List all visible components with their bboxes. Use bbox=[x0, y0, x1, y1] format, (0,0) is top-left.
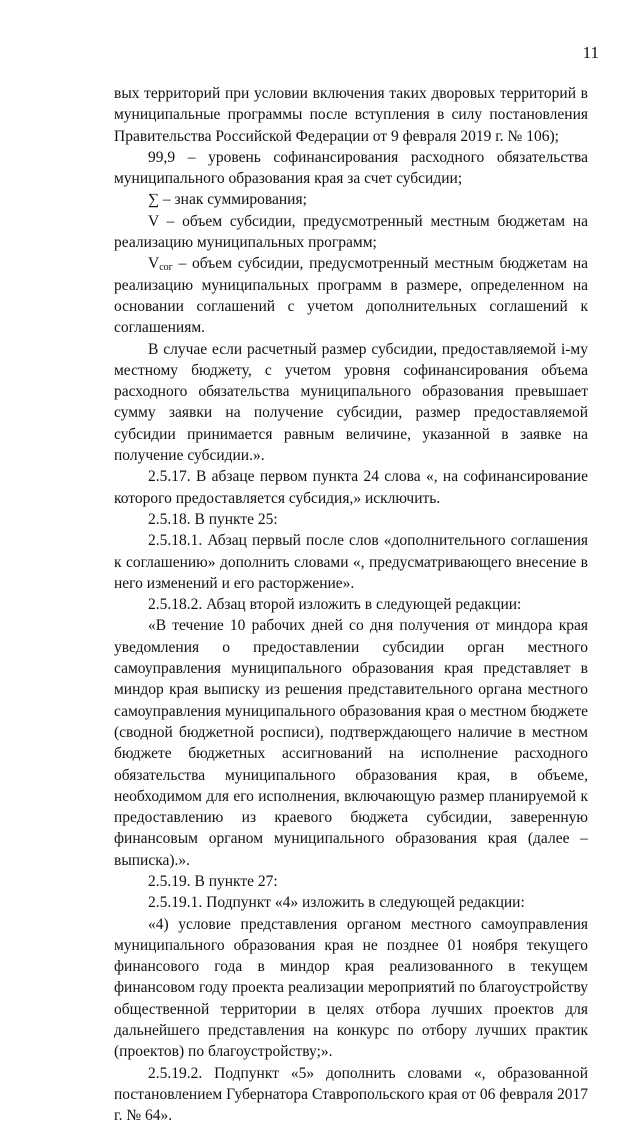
document-body bbox=[114, 83, 588, 1127]
paragraph: 2.5.17. В абзаце первом пункта 24 слова «, на софинансирование которого предоставляется субсидия,» исключить. bbox=[114, 468, 588, 507]
v-sog-symbol: V bbox=[148, 255, 160, 273]
page-number: 11 bbox=[582, 43, 599, 62]
paragraph: 2.5.18.2. Абзац второй изложить в следующей редакции: bbox=[148, 596, 522, 614]
paragraph: 2.5.18.1. Абзац первый после слов «дополнительного соглашения к соглашению» дополнить словами «, предусматривающего внесение в него изменений и его расторжение». bbox=[114, 532, 588, 592]
paragraph: «В течение 10 рабочих дней со дня получения от миндора края уведомления о предоставлении субсидии орган местного самоуправления муниципального образования края представляет в миндор края выписку из решения представительного органа местного самоуправления муниципального образования края о местном бюджете (сводной бюджетной росписи), подтверждающего наличие в местном бюджете бюджетных ассигнований на исполнение расходного обязательства муниципального образования края, в объеме, необходимом для его исполнения, включающую размер планируемой к предоставлению из краевого бюджета субсидии, заверенную финансовым органом муниципального образования края (далее – выписка).». bbox=[114, 617, 588, 869]
paragraph: V – объем субсидии, предусмотренный местным бюджетам на реализацию муниципальных программ; bbox=[114, 212, 588, 252]
paragraph: В случае если расчетный размер субсидии, предоставляемой i-му местному бюджету, с учетом уровня софинансирования объема расходного обязательства муниципального образования превышает сумму заявки на получение субсидии, размер предоставляемой субсидии принимается равным величине, указанной в заявке на получение субсидии.». bbox=[114, 340, 588, 465]
paragraph: 2.5.19.1. Подпункт «4» изложить в следующей редакции: bbox=[148, 894, 525, 912]
v-sog-subscript: сог bbox=[159, 262, 173, 274]
paragraph: 2.5.18. В пункте 25: bbox=[148, 510, 278, 528]
paragraph: ∑ – знак суммирования; bbox=[148, 191, 307, 209]
paragraph bbox=[114, 253, 588, 338]
paragraph: 99,9 – уровень софинансирования расходного обязательства муниципального образования края за счет субсидии; bbox=[114, 148, 588, 188]
paragraph-text: – объем субсидии, предусмотренный местным бюджетам на реализацию муниципальных программ в размере, определенном на основании соглашений с учетом дополнительных соглашений к соглашениям. bbox=[114, 255, 588, 337]
paragraph: 2.5.19.2. Подпункт «5» дополнить словами «, образованной постановлением Губернатора Ставропольского края от 06 февраля 2017 г. № 64». bbox=[114, 1064, 588, 1125]
paragraph: вых территорий при условии включения таких дворовых территорий в муниципальные программы после вступления в силу постановления Правительства Российской Федерации от 9 февраля 2019 г. № 106); bbox=[114, 85, 588, 145]
paragraph: «4) условие представления органом местного самоуправления муниципального образования края не позднее 01 ноября текущего финансового года в миндор края реализованного в текущем финансовом году проекта реализации мероприятий по благоустройству общественной территории в целях отбора лучших проектов для дальнейшего представления на конкурс по отбору лучших практик (проектов) по благоустройству;». bbox=[114, 915, 588, 1061]
paragraph: 2.5.19. В пункте 27: bbox=[148, 872, 278, 890]
